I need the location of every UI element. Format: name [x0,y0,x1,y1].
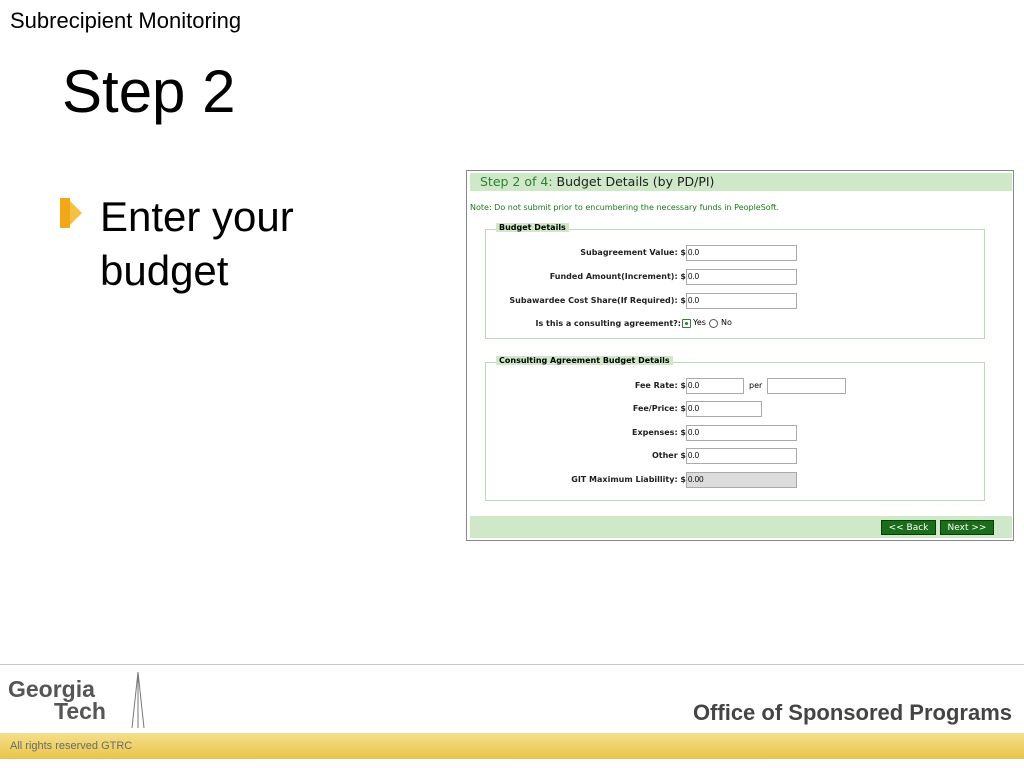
form-step-label: Step 2 of 4: [480,174,553,189]
consulting-no-label: No [721,318,732,327]
form-heading-text: Budget Details (by PD/PI) [556,174,715,189]
consulting-budget-legend: Consulting Agreement Budget Details [496,356,673,365]
consulting-radio-group [682,316,742,332]
bullet-text: Enter your budget [100,193,294,294]
back-button[interactable]: << Back [881,520,936,535]
liability-row [486,472,686,488]
costshare-row [486,293,686,309]
funded-amount-input[interactable]: 0.0 [686,269,797,285]
rights-text: All rights reserved GTRC [10,740,133,752]
fee-price-label: Fee/Price: $ [632,404,686,413]
fee-rate-label: Fee Rate: $ [634,381,686,390]
subagreement-row [486,245,686,261]
funded-label: Funded Amount(Increment): $ [549,272,686,281]
form-header-bar [470,173,1012,191]
form-screenshot-panel [466,170,1014,541]
subagreement-input[interactable]: 0.0 [686,245,797,261]
expenses-input[interactable]: 0.0 [686,425,797,441]
form-heading [480,174,714,189]
footer-band [0,733,1024,759]
footer-divider [0,664,1024,665]
expenses-label: Expenses: $ [632,428,686,437]
logo-text-top: Georgia [8,676,95,702]
other-label: Other $ [651,451,686,460]
slide-header: Subrecipient Monitoring [10,8,242,33]
consulting-budget-group [485,356,985,501]
fee-rate-row [486,378,686,394]
expenses-row [486,425,686,441]
liability-label: GIT Maximum Liabillity: $ [571,475,686,484]
form-footer-bar [470,516,1012,538]
georgia-tech-logo [8,676,158,730]
other-row [486,448,686,464]
costshare-input[interactable]: 0.0 [686,293,797,309]
other-input[interactable]: 0.0 [686,448,797,464]
office-name: Office of Sponsored Programs [692,700,1012,725]
tech-tower-icon [130,670,146,730]
consulting-question-label: Is this a consulting agreement?: [535,319,681,328]
budget-details-group [485,223,985,339]
per-label: per [749,381,763,390]
consulting-yes-radio[interactable] [682,319,691,328]
consulting-yes-label: Yes [693,318,706,327]
per-row [749,378,769,394]
liability-readonly-field: 0.00 [686,472,797,488]
fee-price-input[interactable]: 0.0 [686,401,762,417]
funded-row [486,269,686,285]
next-button[interactable]: Next >> [940,520,994,535]
fee-price-row [486,401,686,417]
form-note: Note: Do not submit prior to encumbering the necessary funds in PeopleSoft. [470,203,780,212]
fee-rate-input[interactable]: 0.0 [686,378,744,394]
costshare-label: Subawardee Cost Share(If Required): $ [509,296,686,305]
logo-text-bottom: Tech [54,698,106,724]
budget-details-legend: Budget Details [496,223,569,232]
bullet-arrow-icon [60,198,82,228]
slide-title: Step 2 [62,58,236,125]
consulting-no-radio[interactable] [709,319,718,328]
subagreement-label: Subagreement Value: $ [580,248,686,257]
consulting-row [486,316,681,332]
fee-rate-per-input[interactable] [767,378,846,394]
